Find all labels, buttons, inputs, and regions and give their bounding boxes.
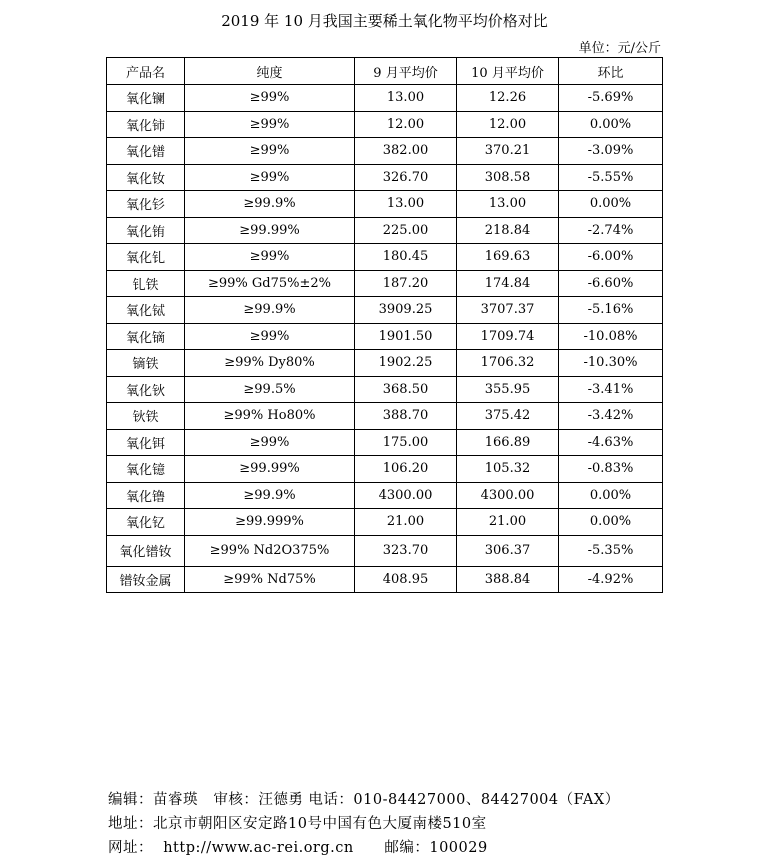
footer-address: 地址：北京市朝阳区安定路10号中国有色大厦南楼510室 (108, 816, 487, 832)
cell-change: -6.00% (559, 244, 663, 271)
cell-change: -0.83% (559, 456, 663, 483)
header-change: 环比 (559, 58, 663, 85)
cell-purity: ≥99.999% (185, 509, 355, 536)
table-row (107, 429, 663, 456)
cell-purity: ≥99% (185, 111, 355, 138)
page-title: 2019 年 10 月我国主要稀土氧化物平均价格对比 (221, 12, 548, 30)
unit-label: 单位：元/公斤 (578, 41, 661, 56)
cell-product-name: 氧化铽 (107, 297, 185, 324)
cell-purity: ≥99% (185, 323, 355, 350)
table-row (107, 138, 663, 165)
table-row (107, 509, 663, 536)
cell-sep-price: 408.95 (355, 566, 457, 593)
cell-oct-price: 166.89 (457, 429, 559, 456)
cell-oct-price: 355.95 (457, 376, 559, 403)
cell-oct-price: 308.58 (457, 164, 559, 191)
cell-change: -3.09% (559, 138, 663, 165)
cell-change: -4.92% (559, 566, 663, 593)
cell-oct-price: 218.84 (457, 217, 559, 244)
cell-change: 0.00% (559, 111, 663, 138)
cell-change: 0.00% (559, 191, 663, 218)
cell-purity: ≥99.99% (185, 217, 355, 244)
cell-product-name: 氧化镨 (107, 138, 185, 165)
cell-product-name: 氧化钐 (107, 191, 185, 218)
cell-product-name: 氧化铈 (107, 111, 185, 138)
cell-product-name: 氧化铕 (107, 217, 185, 244)
cell-purity: ≥99% Nd2O375% (185, 535, 355, 566)
table-row (107, 376, 663, 403)
cell-purity: ≥99% (185, 429, 355, 456)
table-row (107, 456, 663, 483)
cell-oct-price: 12.00 (457, 111, 559, 138)
cell-product-name: 钬铁 (107, 403, 185, 430)
cell-purity: ≥99.9% (185, 191, 355, 218)
cell-oct-price: 370.21 (457, 138, 559, 165)
cell-purity: ≥99.9% (185, 297, 355, 324)
cell-sep-price: 175.00 (355, 429, 457, 456)
cell-change: -5.55% (559, 164, 663, 191)
cell-sep-price: 3909.25 (355, 297, 457, 324)
cell-change: -5.35% (559, 535, 663, 566)
cell-product-name: 钆铁 (107, 270, 185, 297)
header-purity: 纯度 (185, 58, 355, 85)
cell-purity: ≥99% Ho80% (185, 403, 355, 430)
cell-sep-price: 326.70 (355, 164, 457, 191)
table-row (107, 164, 663, 191)
table-row (107, 191, 663, 218)
table-row (107, 270, 663, 297)
cell-sep-price: 13.00 (355, 191, 457, 218)
cell-oct-price: 375.42 (457, 403, 559, 430)
table-row (107, 482, 663, 509)
cell-product-name: 氧化镧 (107, 85, 185, 112)
cell-change: -3.42% (559, 403, 663, 430)
cell-product-name: 镝铁 (107, 350, 185, 377)
cell-change: -10.08% (559, 323, 663, 350)
cell-product-name: 氧化镝 (107, 323, 185, 350)
cell-oct-price: 174.84 (457, 270, 559, 297)
header-product-name: 产品名 (107, 58, 185, 85)
table-row (107, 323, 663, 350)
header-oct-price: 10 月平均价 (457, 58, 559, 85)
cell-purity: ≥99% (185, 138, 355, 165)
cell-product-name: 镨钕金属 (107, 566, 185, 593)
cell-purity: ≥99% Nd75% (185, 566, 355, 593)
cell-oct-price: 13.00 (457, 191, 559, 218)
header-sep-price: 9 月平均价 (355, 58, 457, 85)
cell-product-name: 氧化钆 (107, 244, 185, 271)
cell-purity: ≥99% Dy80% (185, 350, 355, 377)
footer-editor: 编辑：苗睿瑛 审核：汪德勇 电话：010-84427000、84427004（FAX） (108, 792, 620, 808)
cell-sep-price: 12.00 (355, 111, 457, 138)
cell-purity: ≥99% (185, 244, 355, 271)
cell-oct-price: 1709.74 (457, 323, 559, 350)
cell-sep-price: 180.45 (355, 244, 457, 271)
table-row (107, 297, 663, 324)
cell-purity: ≥99% (185, 85, 355, 112)
cell-oct-price: 21.00 (457, 509, 559, 536)
cell-sep-price: 4300.00 (355, 482, 457, 509)
cell-product-name: 氧化钬 (107, 376, 185, 403)
cell-sep-price: 323.70 (355, 535, 457, 566)
cell-sep-price: 21.00 (355, 509, 457, 536)
cell-oct-price: 105.32 (457, 456, 559, 483)
cell-sep-price: 13.00 (355, 85, 457, 112)
cell-sep-price: 1901.50 (355, 323, 457, 350)
table-row (107, 403, 663, 430)
cell-oct-price: 306.37 (457, 535, 559, 566)
table-row (107, 85, 663, 112)
cell-change: -3.41% (559, 376, 663, 403)
cell-product-name: 氧化镨钕 (107, 535, 185, 566)
cell-sep-price: 382.00 (355, 138, 457, 165)
cell-sep-price: 225.00 (355, 217, 457, 244)
cell-change: -5.16% (559, 297, 663, 324)
cell-oct-price: 169.63 (457, 244, 559, 271)
cell-change: 0.00% (559, 509, 663, 536)
footer-website: 网址： http://www.ac-rei.org.cn 邮编：100029 (108, 840, 488, 856)
table-row (107, 535, 663, 566)
cell-oct-price: 1706.32 (457, 350, 559, 377)
cell-product-name: 氧化钕 (107, 164, 185, 191)
cell-sep-price: 388.70 (355, 403, 457, 430)
cell-change: -10.30% (559, 350, 663, 377)
cell-oct-price: 4300.00 (457, 482, 559, 509)
price-table (106, 57, 663, 593)
cell-oct-price: 12.26 (457, 85, 559, 112)
table-row (107, 566, 663, 593)
cell-change: -4.63% (559, 429, 663, 456)
cell-product-name: 氧化铒 (107, 429, 185, 456)
cell-purity: ≥99.99% (185, 456, 355, 483)
cell-oct-price: 3707.37 (457, 297, 559, 324)
cell-change: 0.00% (559, 482, 663, 509)
cell-purity: ≥99% (185, 164, 355, 191)
cell-change: -6.60% (559, 270, 663, 297)
cell-product-name: 氧化钇 (107, 509, 185, 536)
cell-oct-price: 388.84 (457, 566, 559, 593)
cell-sep-price: 1902.25 (355, 350, 457, 377)
table-row (107, 244, 663, 271)
table-row (107, 111, 663, 138)
cell-product-name: 氧化镥 (107, 482, 185, 509)
cell-purity: ≥99.9% (185, 482, 355, 509)
cell-purity: ≥99.5% (185, 376, 355, 403)
table-row (107, 350, 663, 377)
cell-sep-price: 187.20 (355, 270, 457, 297)
cell-sep-price: 368.50 (355, 376, 457, 403)
table-header-row (107, 58, 663, 85)
cell-product-name: 氧化镱 (107, 456, 185, 483)
cell-sep-price: 106.20 (355, 456, 457, 483)
table-row (107, 217, 663, 244)
cell-change: -5.69% (559, 85, 663, 112)
cell-change: -2.74% (559, 217, 663, 244)
cell-purity: ≥99% Gd75%±2% (185, 270, 355, 297)
